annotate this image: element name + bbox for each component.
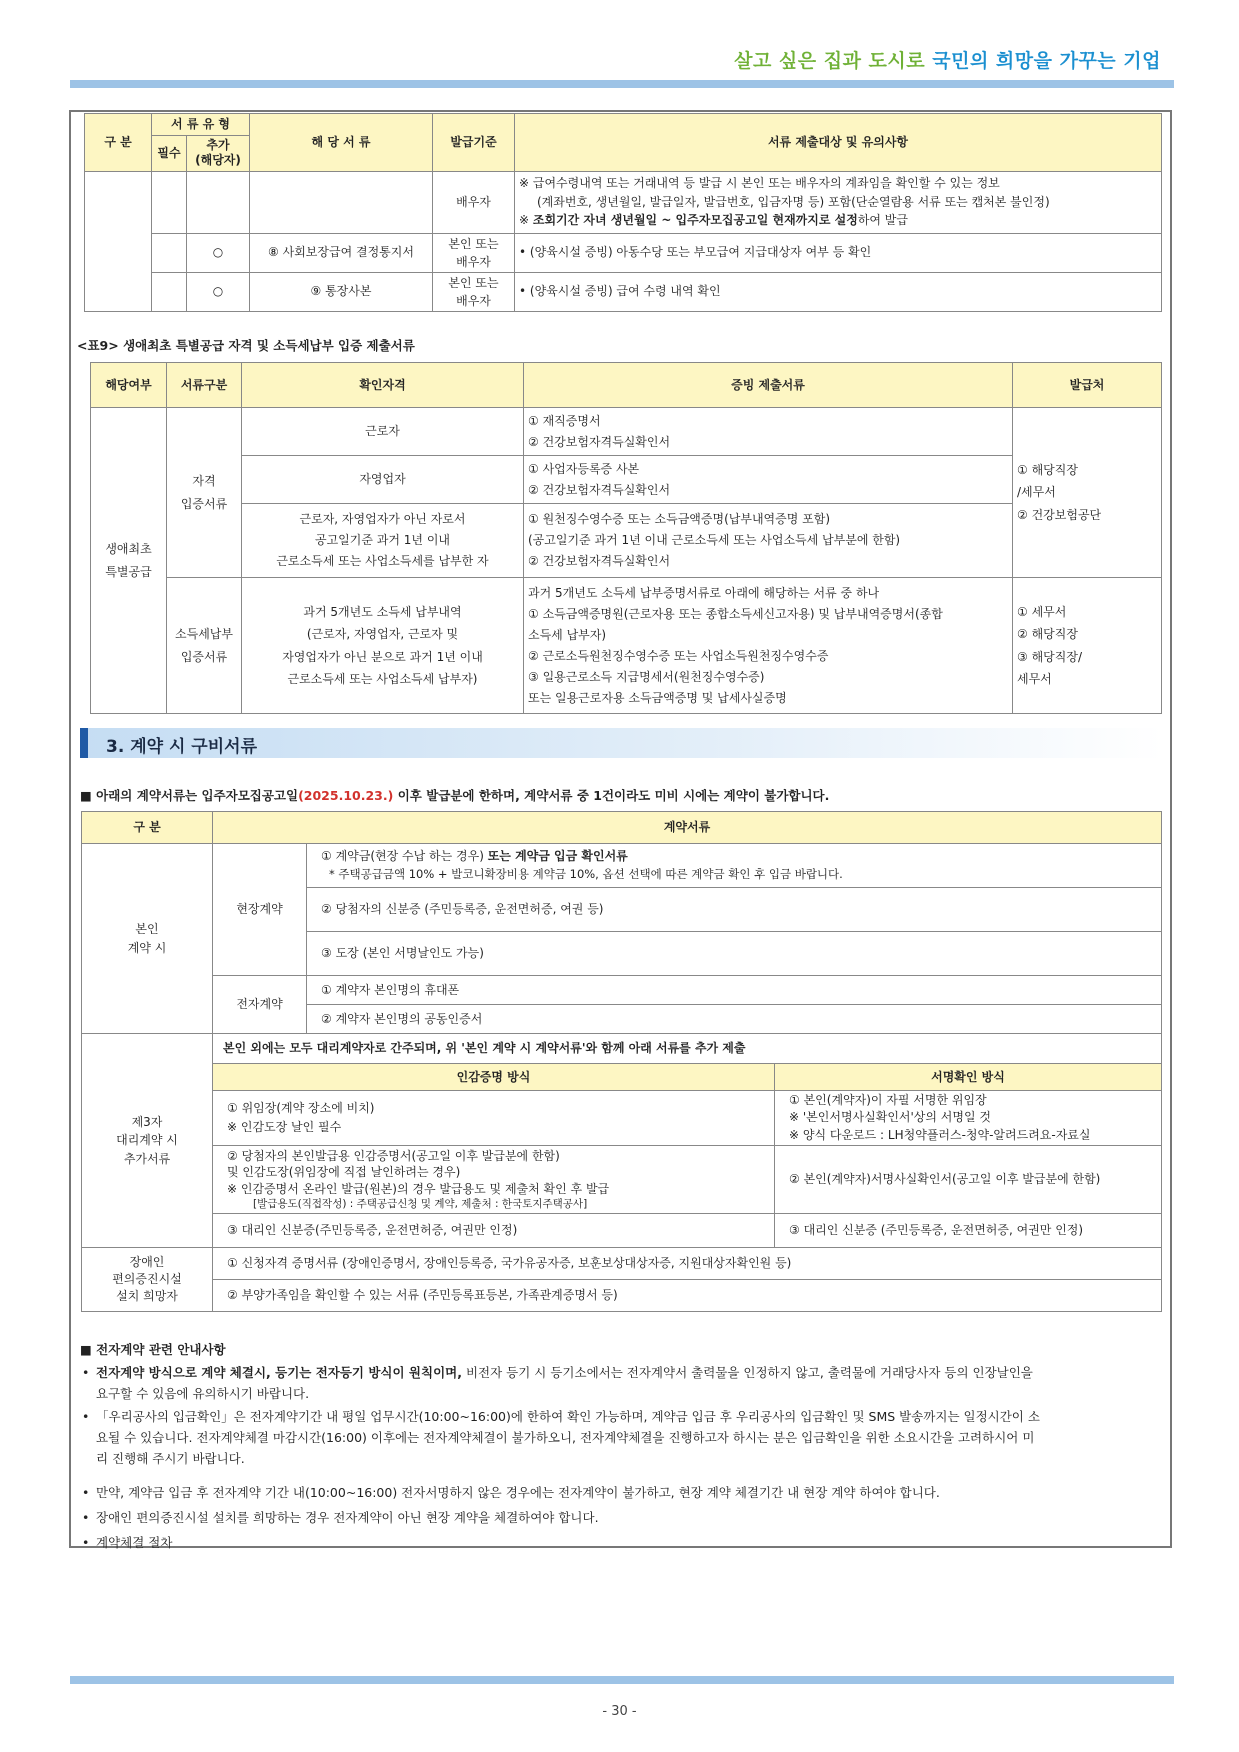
note-suffix: 하여 발급 <box>857 213 908 228</box>
notice-text: 이후 발급분에 한하며, 계약서류 중 1건이라도 미비 시에는 계약이 불가합니다. <box>393 788 830 803</box>
td-self-employed-docs: ① 사업자등록증 사본 ② 건강보험자격득실확인서 <box>524 456 1013 504</box>
econtract-bullet-5 <box>82 1532 1164 1553</box>
th-sign-method: 서명확인 방식 <box>775 1064 1162 1091</box>
td-note: • (양육시설 증빙) 아동수당 또는 부모급여 지급대상자 여부 등 확인 <box>515 233 1162 272</box>
slogan-part1: 살고 싶은 집과 도시로 <box>734 50 933 72</box>
doc-subnote: [발급용도(직접작성) : 주택공급신청 및 계약, 제출처 : 한국토지주택공사] <box>253 1197 588 1210</box>
td-issuer-2: ① 세무서 ② 해당직장 ③ 해당직장/ 세무서 <box>1013 578 1162 714</box>
bullet-line <box>82 1362 1164 1383</box>
th-issuer: 발급처 <box>1013 363 1162 408</box>
td-empty <box>250 171 433 233</box>
doc-text: ② 당첨자의 본인발급용 인감증명서(공고일 이후 발급분에 한함) 및 인감도장(위임장에 직접 날인하려는 경우) ※ 인감증명서 온라인 발급(원본)의 경우 발급용도 및 제출처 확인 후 발급 <box>227 1149 610 1196</box>
td-disabled-1: ① 신청자격 증명서류 (장애인증명서, 장애인등록증, 국가유공자증, 보훈보상대상자증, 지원대상자확인원 등) <box>213 1248 1162 1280</box>
td-sign-3: ③ 대리인 신분증 (주민등록증, 운전면허증, 여권만 인정) <box>775 1214 1162 1248</box>
bullet-text: 요될 수 있습니다. 전자계약체결 마감시간(16:00) 이후에는 전자계약체결이 불가하오니, 전자계약체결을 진행하고자 하시는 분은 입금확인을 위한 소요시간을 고려하시어 미 <box>96 1430 1035 1445</box>
doc-text: ① 계약금(현장 수납 하는 경우) <box>321 849 488 864</box>
bullet-text: 「우리공사의 입금확인」은 전자계약기간 내 평일 업무시간(10:00~16:00)에 한하여 확인 가능하며, 계약금 입금 후 우리공사의 입금확인 및 SMS 발송까지는 일정시간이 소 <box>96 1409 1040 1424</box>
td-qualification-docs: 자격 입증서류 <box>167 408 242 578</box>
bullet-dot: • <box>82 1409 90 1424</box>
td-five-year-tax: 과거 5개년도 소득세 납부내역 (근로자, 자영업자, 근로자 및 자영업자가 아닌 분으로 과거 1년 이내 근로소득세 또는 사업소득세 납부자) <box>242 578 524 714</box>
bottom-divider <box>70 1676 1174 1684</box>
econtract-bullet-3 <box>82 1482 1164 1503</box>
td-sign-1: ① 본인(계약자)이 자필 서명한 위임장 ※ '본인서명사실확인서'상의 서명일 것 ※ 양식 다운로드 : LH청약플러스-청약-알려드려요-자료실 <box>775 1091 1162 1146</box>
td-issue: 본인 또는 배우자 <box>433 233 515 272</box>
doc-bold: 또는 계약금 입금 확인서류 <box>487 849 628 864</box>
td-worker-docs: ① 재직증명서 ② 건강보험자격득실확인서 <box>524 408 1013 456</box>
td-issuer-1: ① 해당직장 /세무서 ② 건강보험공단 <box>1013 408 1162 578</box>
bullet-text: 리 진행해 주시기 바랍니다. <box>96 1451 245 1466</box>
notice-text: ■ 아래의 계약서류는 입주자모집공고일 <box>80 788 299 803</box>
bullet-line <box>82 1406 1164 1427</box>
doc-subnote: * 주택공급금액 10% + 발코니확장비용 계약금 10%, 옵션 선택에 따른 계약금 확인 후 입금 바랍니다. <box>329 866 843 881</box>
td-empty <box>187 171 250 233</box>
section-title: 3. 계약 시 구비서류 <box>106 737 257 757</box>
bullet-bold: 전자계약 방식으로 계약 체결시, 등기는 전자등기 방식이 원칙이며, <box>96 1365 462 1380</box>
td-doc-bankbook: ⑨ 통장사본 <box>250 272 433 311</box>
td-worker: 근로자 <box>242 408 524 456</box>
bullet-text: 장애인 편의증진시설 설치를 희망하는 경우 전자계약이 아닌 현장 계약을 체결하여야 합니다. <box>96 1510 599 1525</box>
td-proxy: 제3자 대리계약 시 추가서류 <box>82 1034 213 1248</box>
td-empty <box>152 272 187 311</box>
td-income-tax-docs: 소득세납부 입증서류 <box>167 578 242 714</box>
td-issue: 본인 또는 배우자 <box>433 272 515 311</box>
td-other-taxpayer: 근로자, 자영업자가 아닌 자로서 공고일기준 과거 1년 이내 근로소득세 또는 사업소득세를 납부한 자 <box>242 504 524 578</box>
td-self-employed: 자영업자 <box>242 456 524 504</box>
td-proxy-head: 본인 외에는 모두 대리계약자로 간주되며, 위 '본인 계약 시 계약서류'와 함께 아래 서류를 추가 제출 <box>213 1034 1162 1064</box>
bullet-text: 비전자 등기 시 등기소에서는 전자계약서 출력물을 인정하지 않고, 출력물에 거래당사자 등의 인장날인을 <box>462 1365 1033 1380</box>
bullet-text: 만약, 계약금 입금 후 전자계약 기간 내(10:00~16:00) 전자서명하지 않은 경우에는 전자계약이 불가하고, 현장 계약 체결기간 내 현장 계약 하여야 합니다. <box>96 1485 940 1500</box>
th-contract-docs: 계약서류 <box>213 812 1162 844</box>
td-onsite-contract: 현장계약 <box>213 844 307 976</box>
th-target: 해당여부 <box>91 363 167 408</box>
th-gubun: 구 분 <box>82 812 213 844</box>
th-additional: 추가 (해당자) <box>187 135 250 171</box>
td-circle: ○ <box>187 233 250 272</box>
td-seal-2 <box>213 1146 775 1214</box>
note-line <box>519 211 1157 230</box>
td-doc-decision: ⑧ 사회보장급여 결정통지서 <box>250 233 433 272</box>
td-self-contract: 본인 계약 시 <box>82 844 213 1034</box>
notice-date: (2025.10.23.) <box>298 788 394 803</box>
td-sign-2: ② 본인(계약자)서명사실확인서(공고일 이후 발급분에 한함) <box>775 1146 1162 1214</box>
td-note-account <box>515 171 1162 233</box>
th-note: 서류 제출대상 및 유의사항 <box>515 114 1162 172</box>
note-line: ※ 급여수령내역 또는 거래내역 등 발급 시 본인 또는 배우자의 계좌임을 확인할 수 있는 정보 <box>519 176 1000 191</box>
table9-caption: <표9> 생애최초 특별공급 자격 및 소득세납부 입증 제출서류 <box>77 338 415 353</box>
note-bold: 조회기간 자녀 생년월일 ~ 입주자모집공고일 현재까지로 설정 <box>532 213 858 228</box>
econtract-bullet-2 <box>82 1406 1164 1469</box>
td-e-contract: 전자계약 <box>213 976 307 1034</box>
slogan-part2: 국민의 희망을 가꾸는 기업 <box>932 50 1161 72</box>
th-qualification: 확인자격 <box>242 363 524 408</box>
bullet-text: 계약체결 절차 <box>96 1535 173 1550</box>
th-required: 필수 <box>152 135 187 171</box>
td-note: • (양육시설 증빙) 급여 수령 내역 확인 <box>515 272 1162 311</box>
td-issue-spouse: 배우자 <box>433 171 515 233</box>
note-line: (계좌번호, 생년월일, 발급일자, 발급번호, 입금자명 등) 포함(단순열람용 서류 또는 캡처본 불인정) <box>537 194 1050 209</box>
th-proof-docs: 증빙 제출서류 <box>524 363 1013 408</box>
header-slogan <box>734 46 1161 73</box>
econtract-bullet-1 <box>82 1362 1164 1404</box>
note-prefix: ※ <box>519 213 533 228</box>
th-gubun: 구 분 <box>85 114 152 172</box>
td-disabled-facility: 장애인 편의증진시설 설치 희망자 <box>82 1248 213 1312</box>
section-heading <box>80 728 1164 758</box>
td-empty <box>152 171 187 233</box>
th-doc-category: 서류구분 <box>167 363 242 408</box>
bullet-dot: • <box>82 1365 90 1380</box>
td-e-2: ② 계약자 본인명의 공동인증서 <box>307 1005 1162 1034</box>
econtract-bullet-4 <box>82 1507 1164 1528</box>
th-issue: 발급기준 <box>433 114 515 172</box>
td-empty <box>85 171 152 311</box>
bullet-dot: • <box>82 1485 90 1500</box>
th-type: 서 류 유 형 <box>152 114 250 136</box>
th-seal-method: 인감증명 방식 <box>213 1064 775 1091</box>
table-documents-continued <box>84 113 1162 312</box>
td-onsite-2: ② 당첨자의 신분증 (주민등록증, 운전면허증, 여권 등) <box>307 888 1162 932</box>
td-seal-1: ① 위임장(계약 장소에 비치) ※ 인감도장 날인 필수 <box>213 1091 775 1146</box>
bullet-text: 요구할 수 있음에 유의하시기 바랍니다. <box>96 1386 310 1401</box>
econtract-title: ■ 전자계약 관련 안내사항 <box>80 1342 226 1357</box>
top-divider <box>70 80 1174 88</box>
bullet-dot: • <box>82 1535 90 1550</box>
doc-line <box>311 847 1157 866</box>
td-five-year-tax-docs: 과거 5개년도 소득세 납부증명서류로 아래에 해당하는 서류 중 하나 ① 소득금액증명원(근로자용 또는 종합소득세신고자용) 및 납부내역증명서(종합 소득세 납부자) ② 근로소득원천징수영수증 또는 사업소득원천징수영수증 ③ 일용근로소득 지급명세서(원천징수영수증) 또는 일용근로자용 소득금액증명 및 납세사실증명 <box>524 578 1013 714</box>
contract-docs-notice <box>80 786 829 804</box>
bullet-dot: • <box>82 1510 90 1525</box>
table-first-time-buyer <box>90 362 1162 714</box>
page-number: - 30 - <box>602 1704 637 1719</box>
td-first-time-special: 생애최초 특별공급 <box>91 408 167 714</box>
td-onsite-3: ③ 도장 (본인 서명날인도 가능) <box>307 932 1162 976</box>
td-seal-3: ③ 대리인 신분증(주민등록증, 운전면허증, 여권만 인정) <box>213 1214 775 1248</box>
td-circle: ○ <box>187 272 250 311</box>
th-doc: 해 당 서 류 <box>250 114 433 172</box>
table-contract-docs <box>81 811 1162 1312</box>
section-bar <box>80 728 88 758</box>
td-disabled-2: ② 부양가족임을 확인할 수 있는 서류 (주민등록표등본, 가족관계증명서 등) <box>213 1280 1162 1312</box>
td-other-taxpayer-docs: ① 원천징수영수증 또는 소득금액증명(납부내역증명 포함) (공고일기준 과거 1년 이내 근로소득세 또는 사업소득세 납부분에 한함) ② 건강보험자격득실확인서 <box>524 504 1013 578</box>
td-empty <box>152 233 187 272</box>
td-e-1: ① 계약자 본인명의 휴대폰 <box>307 976 1162 1005</box>
td-onsite-1 <box>307 844 1162 888</box>
